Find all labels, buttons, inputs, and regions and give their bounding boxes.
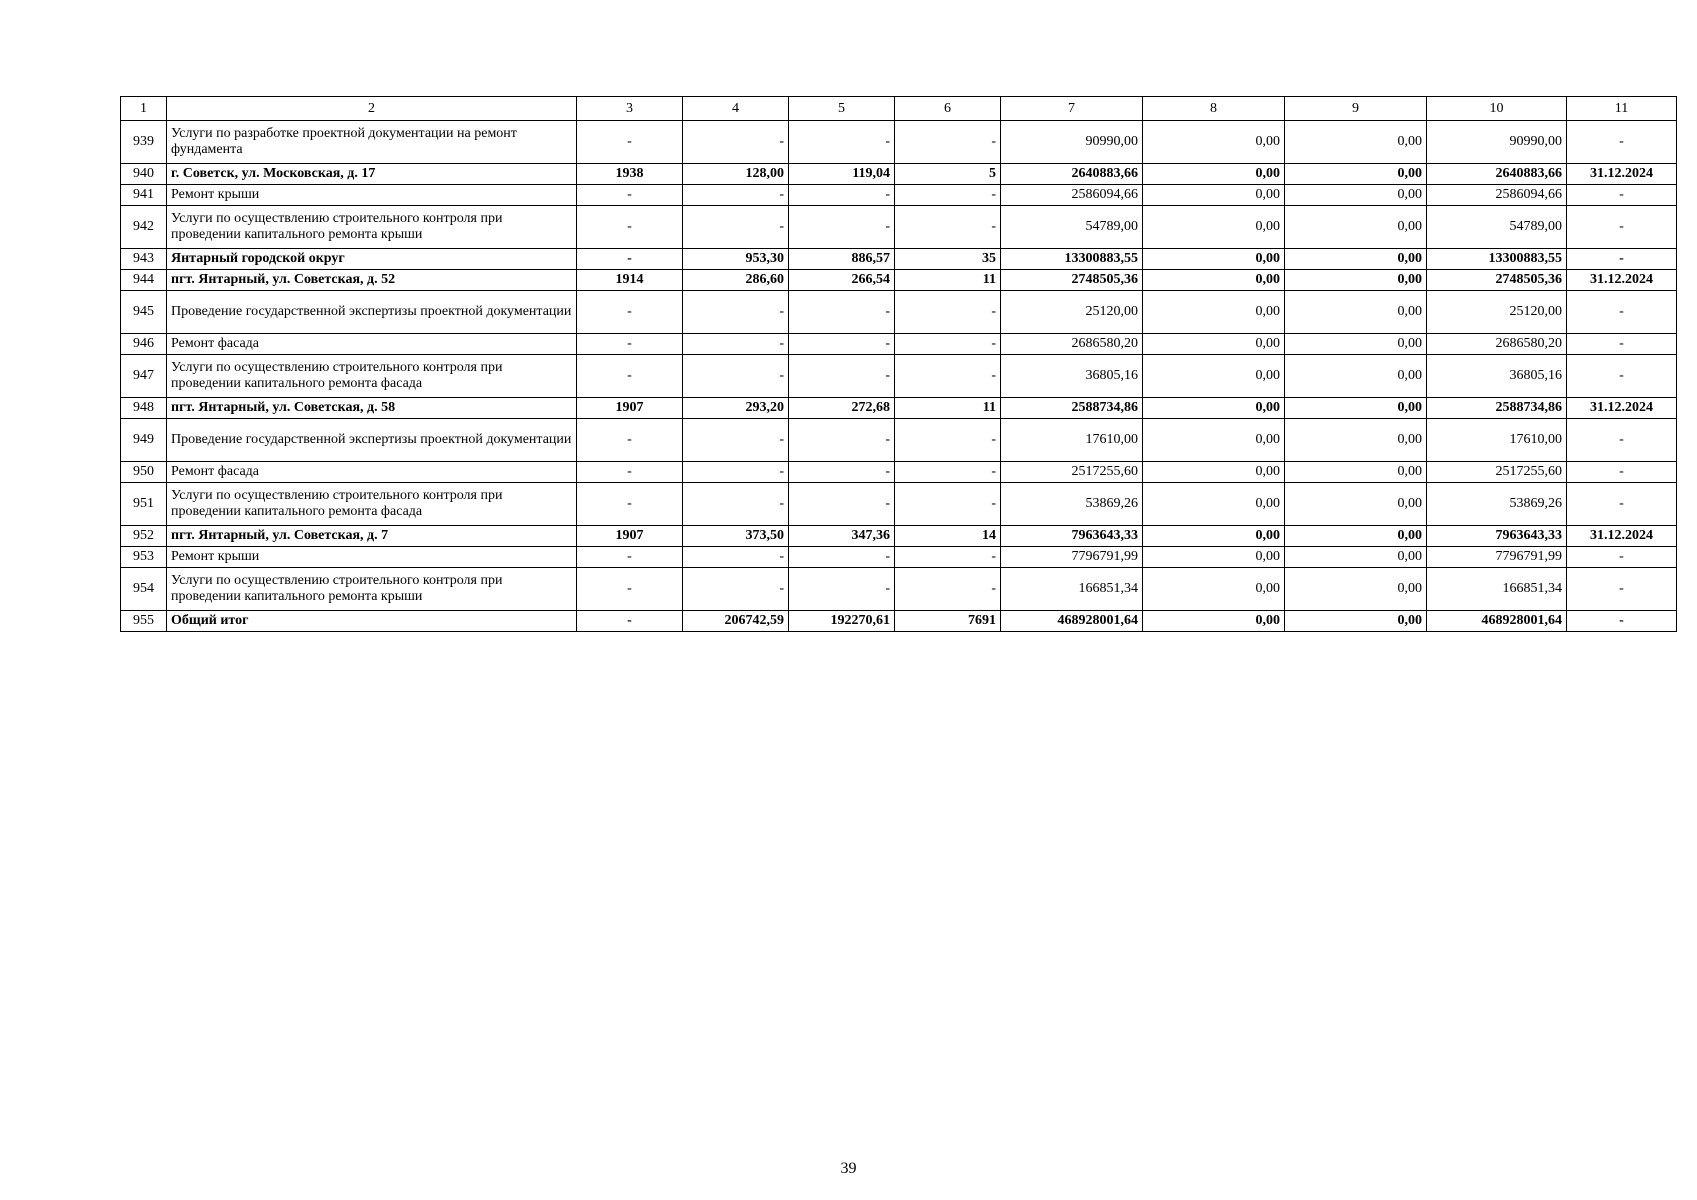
completion-date-cell: 31.12.2024: [1567, 270, 1677, 291]
total-cost-cell: 2686580,20: [1001, 334, 1143, 355]
completion-date-cell: -: [1567, 249, 1677, 270]
table-row: [121, 547, 1677, 568]
living-area-cell: 347,36: [789, 526, 895, 547]
total-area-cell: -: [683, 334, 789, 355]
row-number-cell: 953: [121, 547, 167, 568]
owner-funds-cell: 2748505,36: [1427, 270, 1567, 291]
living-area-cell: -: [789, 334, 895, 355]
living-area-cell: -: [789, 419, 895, 462]
item-name-cell: Проведение государственной экспертизы проектной документации: [167, 291, 577, 334]
year-built-cell: 1938: [577, 164, 683, 185]
row-number-cell: 949: [121, 419, 167, 462]
regional-funds-cell: 0,00: [1143, 462, 1285, 483]
row-number-cell: 944: [121, 270, 167, 291]
total-cost-cell: 90990,00: [1001, 121, 1143, 164]
item-name-cell: Ремонт фасада: [167, 462, 577, 483]
completion-date-cell: 31.12.2024: [1567, 398, 1677, 419]
regional-funds-cell: 0,00: [1143, 611, 1285, 632]
year-built-cell: -: [577, 547, 683, 568]
row-number-cell: 950: [121, 462, 167, 483]
living-area-cell: -: [789, 547, 895, 568]
row-number-cell: 948: [121, 398, 167, 419]
table-row: [121, 206, 1677, 249]
column-header: 3: [577, 97, 683, 121]
total-cost-cell: 13300883,55: [1001, 249, 1143, 270]
column-number-header-row: [121, 97, 1677, 121]
completion-date-cell: -: [1567, 547, 1677, 568]
living-area-cell: 119,04: [789, 164, 895, 185]
living-area-cell: -: [789, 291, 895, 334]
item-name-cell: Услуги по осуществлению строительного контроля при проведении капитального ремонта крыши: [167, 206, 577, 249]
row-number-cell: 942: [121, 206, 167, 249]
owner-funds-cell: 17610,00: [1427, 419, 1567, 462]
living-area-cell: -: [789, 483, 895, 526]
item-name-cell: Общий итог: [167, 611, 577, 632]
row-number-cell: 951: [121, 483, 167, 526]
table-row: [121, 355, 1677, 398]
table-row: [121, 483, 1677, 526]
residents-cell: 14: [895, 526, 1001, 547]
total-cost-cell: 17610,00: [1001, 419, 1143, 462]
residents-cell: -: [895, 206, 1001, 249]
year-built-cell: -: [577, 568, 683, 611]
document-sheet: [120, 96, 1676, 632]
row-number-cell: 943: [121, 249, 167, 270]
total-area-cell: 286,60: [683, 270, 789, 291]
completion-date-cell: -: [1567, 483, 1677, 526]
total-area-cell: -: [683, 121, 789, 164]
local-funds-cell: 0,00: [1285, 121, 1427, 164]
table-row: [121, 419, 1677, 462]
residents-cell: -: [895, 568, 1001, 611]
local-funds-cell: 0,00: [1285, 483, 1427, 526]
year-built-cell: -: [577, 334, 683, 355]
owner-funds-cell: 53869,26: [1427, 483, 1567, 526]
year-built-cell: -: [577, 185, 683, 206]
completion-date-cell: -: [1567, 206, 1677, 249]
local-funds-cell: 0,00: [1285, 568, 1427, 611]
regional-funds-cell: 0,00: [1143, 121, 1285, 164]
row-number-cell: 941: [121, 185, 167, 206]
living-area-cell: -: [789, 462, 895, 483]
owner-funds-cell: 468928001,64: [1427, 611, 1567, 632]
year-built-cell: -: [577, 121, 683, 164]
completion-date-cell: -: [1567, 334, 1677, 355]
owner-funds-cell: 2586094,66: [1427, 185, 1567, 206]
completion-date-cell: -: [1567, 568, 1677, 611]
local-funds-cell: 0,00: [1285, 398, 1427, 419]
table-row: [121, 398, 1677, 419]
completion-date-cell: -: [1567, 355, 1677, 398]
residents-cell: -: [895, 483, 1001, 526]
residents-cell: 11: [895, 398, 1001, 419]
residents-cell: 5: [895, 164, 1001, 185]
local-funds-cell: 0,00: [1285, 611, 1427, 632]
total-cost-cell: 7796791,99: [1001, 547, 1143, 568]
total-cost-cell: 2586094,66: [1001, 185, 1143, 206]
residents-cell: -: [895, 185, 1001, 206]
total-area-cell: -: [683, 462, 789, 483]
year-built-cell: -: [577, 355, 683, 398]
regional-funds-cell: 0,00: [1143, 270, 1285, 291]
local-funds-cell: 0,00: [1285, 206, 1427, 249]
year-built-cell: -: [577, 611, 683, 632]
completion-date-cell: -: [1567, 611, 1677, 632]
total-cost-cell: 36805,16: [1001, 355, 1143, 398]
living-area-cell: 272,68: [789, 398, 895, 419]
regional-funds-cell: 0,00: [1143, 568, 1285, 611]
column-header: 11: [1567, 97, 1677, 121]
total-area-cell: -: [683, 185, 789, 206]
total-area-cell: -: [683, 206, 789, 249]
table-body: [121, 121, 1677, 632]
item-name-cell: Услуги по осуществлению строительного контроля при проведении капитального ремонта фасада: [167, 483, 577, 526]
living-area-cell: -: [789, 185, 895, 206]
year-built-cell: 1907: [577, 398, 683, 419]
regional-funds-cell: 0,00: [1143, 547, 1285, 568]
item-name-cell: пгт. Янтарный, ул. Советская, д. 7: [167, 526, 577, 547]
year-built-cell: -: [577, 249, 683, 270]
completion-date-cell: -: [1567, 291, 1677, 334]
completion-date-cell: -: [1567, 121, 1677, 164]
regional-funds-cell: 0,00: [1143, 334, 1285, 355]
table-row: [121, 334, 1677, 355]
completion-date-cell: -: [1567, 185, 1677, 206]
total-cost-cell: 7963643,33: [1001, 526, 1143, 547]
table-row: [121, 185, 1677, 206]
column-header: 1: [121, 97, 167, 121]
item-name-cell: пгт. Янтарный, ул. Советская, д. 52: [167, 270, 577, 291]
regional-funds-cell: 0,00: [1143, 355, 1285, 398]
item-name-cell: Ремонт фасада: [167, 334, 577, 355]
year-built-cell: -: [577, 206, 683, 249]
total-area-cell: 953,30: [683, 249, 789, 270]
regional-funds-cell: 0,00: [1143, 419, 1285, 462]
regional-funds-cell: 0,00: [1143, 483, 1285, 526]
owner-funds-cell: 90990,00: [1427, 121, 1567, 164]
total-area-cell: -: [683, 419, 789, 462]
column-header: 10: [1427, 97, 1567, 121]
regional-funds-cell: 0,00: [1143, 164, 1285, 185]
item-name-cell: Ремонт крыши: [167, 185, 577, 206]
local-funds-cell: 0,00: [1285, 334, 1427, 355]
total-area-cell: 373,50: [683, 526, 789, 547]
living-area-cell: -: [789, 206, 895, 249]
total-area-cell: -: [683, 547, 789, 568]
local-funds-cell: 0,00: [1285, 526, 1427, 547]
table-row: [121, 526, 1677, 547]
page-number: 39: [840, 1160, 857, 1177]
table-row: [121, 291, 1677, 334]
column-header: 9: [1285, 97, 1427, 121]
year-built-cell: -: [577, 291, 683, 334]
item-name-cell: Ремонт крыши: [167, 547, 577, 568]
row-number-cell: 947: [121, 355, 167, 398]
total-cost-cell: 54789,00: [1001, 206, 1143, 249]
local-funds-cell: 0,00: [1285, 547, 1427, 568]
table-row: [121, 270, 1677, 291]
owner-funds-cell: 7796791,99: [1427, 547, 1567, 568]
local-funds-cell: 0,00: [1285, 164, 1427, 185]
row-number-cell: 946: [121, 334, 167, 355]
regional-funds-cell: 0,00: [1143, 249, 1285, 270]
table-row: [121, 462, 1677, 483]
row-number-cell: 952: [121, 526, 167, 547]
residents-cell: 7691: [895, 611, 1001, 632]
living-area-cell: 266,54: [789, 270, 895, 291]
total-area-cell: -: [683, 355, 789, 398]
total-cost-cell: 468928001,64: [1001, 611, 1143, 632]
local-funds-cell: 0,00: [1285, 185, 1427, 206]
total-cost-cell: 2588734,86: [1001, 398, 1143, 419]
total-area-cell: 293,20: [683, 398, 789, 419]
item-name-cell: пгт. Янтарный, ул. Советская, д. 58: [167, 398, 577, 419]
year-built-cell: 1907: [577, 526, 683, 547]
residents-cell: -: [895, 121, 1001, 164]
regional-funds-cell: 0,00: [1143, 291, 1285, 334]
row-number-cell: 945: [121, 291, 167, 334]
residents-cell: -: [895, 334, 1001, 355]
total-cost-cell: 2748505,36: [1001, 270, 1143, 291]
table-row: [121, 568, 1677, 611]
local-funds-cell: 0,00: [1285, 355, 1427, 398]
table-row: [121, 611, 1677, 632]
residents-cell: -: [895, 291, 1001, 334]
table-row: [121, 164, 1677, 185]
item-name-cell: г. Советск, ул. Московская, д. 17: [167, 164, 577, 185]
local-funds-cell: 0,00: [1285, 462, 1427, 483]
row-number-cell: 954: [121, 568, 167, 611]
total-area-cell: -: [683, 483, 789, 526]
regional-funds-cell: 0,00: [1143, 185, 1285, 206]
item-name-cell: Янтарный городской округ: [167, 249, 577, 270]
owner-funds-cell: 54789,00: [1427, 206, 1567, 249]
owner-funds-cell: 2517255,60: [1427, 462, 1567, 483]
year-built-cell: -: [577, 462, 683, 483]
total-cost-cell: 166851,34: [1001, 568, 1143, 611]
owner-funds-cell: 2588734,86: [1427, 398, 1567, 419]
total-area-cell: 128,00: [683, 164, 789, 185]
residents-cell: -: [895, 419, 1001, 462]
table-row: [121, 121, 1677, 164]
column-header: 2: [167, 97, 577, 121]
residents-cell: -: [895, 547, 1001, 568]
column-header: 4: [683, 97, 789, 121]
living-area-cell: 886,57: [789, 249, 895, 270]
total-cost-cell: 25120,00: [1001, 291, 1143, 334]
column-header: 6: [895, 97, 1001, 121]
total-area-cell: -: [683, 291, 789, 334]
regional-funds-cell: 0,00: [1143, 526, 1285, 547]
local-funds-cell: 0,00: [1285, 419, 1427, 462]
item-name-cell: Услуги по осуществлению строительного контроля при проведении капитального ремонта фасада: [167, 355, 577, 398]
completion-date-cell: -: [1567, 462, 1677, 483]
completion-date-cell: 31.12.2024: [1567, 164, 1677, 185]
living-area-cell: -: [789, 121, 895, 164]
total-cost-cell: 2640883,66: [1001, 164, 1143, 185]
residents-cell: 35: [895, 249, 1001, 270]
completion-date-cell: 31.12.2024: [1567, 526, 1677, 547]
completion-date-cell: -: [1567, 419, 1677, 462]
local-funds-cell: 0,00: [1285, 270, 1427, 291]
row-number-cell: 955: [121, 611, 167, 632]
table-row: [121, 249, 1677, 270]
local-funds-cell: 0,00: [1285, 291, 1427, 334]
capital-repair-table: [120, 96, 1677, 632]
column-header: 8: [1143, 97, 1285, 121]
owner-funds-cell: 166851,34: [1427, 568, 1567, 611]
total-cost-cell: 53869,26: [1001, 483, 1143, 526]
residents-cell: -: [895, 355, 1001, 398]
column-header: 5: [789, 97, 895, 121]
living-area-cell: 192270,61: [789, 611, 895, 632]
owner-funds-cell: 2686580,20: [1427, 334, 1567, 355]
row-number-cell: 940: [121, 164, 167, 185]
living-area-cell: -: [789, 355, 895, 398]
local-funds-cell: 0,00: [1285, 249, 1427, 270]
residents-cell: -: [895, 462, 1001, 483]
year-built-cell: -: [577, 483, 683, 526]
residents-cell: 11: [895, 270, 1001, 291]
owner-funds-cell: 7963643,33: [1427, 526, 1567, 547]
row-number-cell: 939: [121, 121, 167, 164]
column-header: 7: [1001, 97, 1143, 121]
owner-funds-cell: 25120,00: [1427, 291, 1567, 334]
regional-funds-cell: 0,00: [1143, 206, 1285, 249]
owner-funds-cell: 2640883,66: [1427, 164, 1567, 185]
owner-funds-cell: 36805,16: [1427, 355, 1567, 398]
total-area-cell: 206742,59: [683, 611, 789, 632]
item-name-cell: Проведение государственной экспертизы проектной документации: [167, 419, 577, 462]
year-built-cell: 1914: [577, 270, 683, 291]
total-area-cell: -: [683, 568, 789, 611]
regional-funds-cell: 0,00: [1143, 398, 1285, 419]
item-name-cell: Услуги по осуществлению строительного контроля при проведении капитального ремонта крыши: [167, 568, 577, 611]
living-area-cell: -: [789, 568, 895, 611]
owner-funds-cell: 13300883,55: [1427, 249, 1567, 270]
total-cost-cell: 2517255,60: [1001, 462, 1143, 483]
item-name-cell: Услуги по разработке проектной документации на ремонт фундамента: [167, 121, 577, 164]
year-built-cell: -: [577, 419, 683, 462]
